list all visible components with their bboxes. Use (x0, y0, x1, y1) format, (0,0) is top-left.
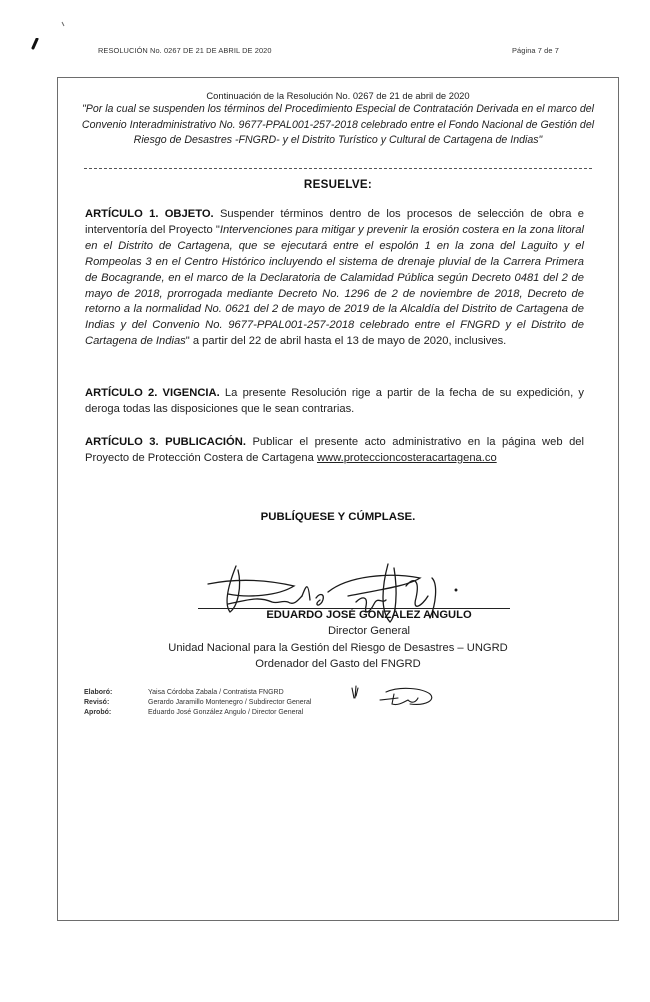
article-2-heading: ARTÍCULO 2. VIGENCIA. (85, 387, 220, 399)
signatory-name: EDUARDO JOSÉ GONZÁLEZ ANGULO (266, 609, 472, 621)
review-label: Elaboró: (84, 689, 113, 696)
article-3-text: Publicar el presente acto administrativo en la página web del Proyecto de Protección Costera de Cartagena (85, 436, 585, 464)
resolution-subject: "Por la cual se suspenden los términos del Procedimiento Especial de Contratación Derivada en el marco del Convenio Interadministrativo No. 9677-PPAL001-257-2018 celebrado entre el Fondo Nacional de Gestión del Riesgo de Desastres -FNGRD- y el Distrito Turístico y Cultural de Cartagena de Indias" (81, 103, 595, 147)
signatory-role: Ordenador del Gasto del FNGRD (255, 658, 421, 670)
review-block (84, 688, 311, 718)
article-1 (85, 207, 584, 350)
continuation-line: Continuación de la Resolución No. 0267 de 21 de abril de 2020 (206, 90, 470, 101)
document-frame (57, 77, 619, 921)
review-row (84, 708, 311, 718)
review-row (84, 688, 311, 698)
header-resolution: RESOLUCIÓN No. 0267 DE 21 DE ABRIL DE 2020 (98, 46, 272, 55)
article-1-text-end: " a partir del 22 de abril hasta el 13 de mayo de 2020, inclusives. (185, 335, 507, 348)
article-3 (85, 435, 584, 467)
header-page-number: Página 7 de 7 (512, 46, 559, 55)
review-label: Aprobó: (84, 709, 112, 716)
article-1-heading: ARTÍCULO 1. OBJETO. (85, 208, 214, 220)
resuelve-heading: RESUELVE: (303, 178, 373, 191)
article-2 (85, 386, 584, 418)
article-1-text: Suspender términos dentro de los procesos de selección de obra e interventoría del Proyecto " (85, 208, 584, 236)
review-initials (350, 684, 440, 710)
article-3-heading: ARTÍCULO 3. PUBLICACIÓN. (85, 436, 246, 448)
signatory-title: Director General (327, 625, 411, 637)
dashed-divider (84, 168, 592, 169)
closing-statement: PUBLÍQUESE Y CÚMPLASE. (260, 511, 416, 523)
signatory-entity: Unidad Nacional para la Gestión del Riesgo de Desastres – UNGRD (168, 642, 508, 654)
article-1-project-name: Intervenciones para mitigar y prevenir la erosión costera en la zona litoral en el Distrito de Cartagena, que se ejecutará entre el espolón 1 en la zona del Laguito y el Rompeolas 3 en el Centro Histórico incluyendo el sistema de drenaje pluvial de la Carrera Primera de Bocagrande, en el marco de la Declaratoria de Calamidad Pública según Decreto 0481 del 2 de mayo de 2018, prorrogada mediante Decreto No. 1296 de 2 de noviembre de 2018, Decreto de retorno a la normalidad No. 0621 del 2 de mayo de 2019 de la Alcaldía del Distrito de Cartagena de Indias y del Convenio No. 9677-PPAL001-257-2018 celebrado entre el FNGRD y el Distrito de Cartagena de Indias (85, 223, 584, 348)
website-link[interactable]: www.proteccioncosteracartagena.co (316, 451, 497, 464)
review-value: Yaisa Córdoba Zabala / Contratista FNGRD (148, 689, 284, 696)
review-value: Eduardo José González Angulo / Director General (148, 709, 304, 716)
article-2-text: La presente Resolución rige a partir de la fecha de su expedición, y deroga todas las disposiciones que le sean contrarias. (85, 387, 584, 415)
review-value: Gerardo Jaramillo Montenegro / Subdirector General (148, 699, 312, 706)
scan-mark (30, 38, 40, 50)
review-row (84, 698, 311, 708)
review-label: Revisó: (84, 699, 110, 706)
scan-mark (60, 20, 68, 28)
